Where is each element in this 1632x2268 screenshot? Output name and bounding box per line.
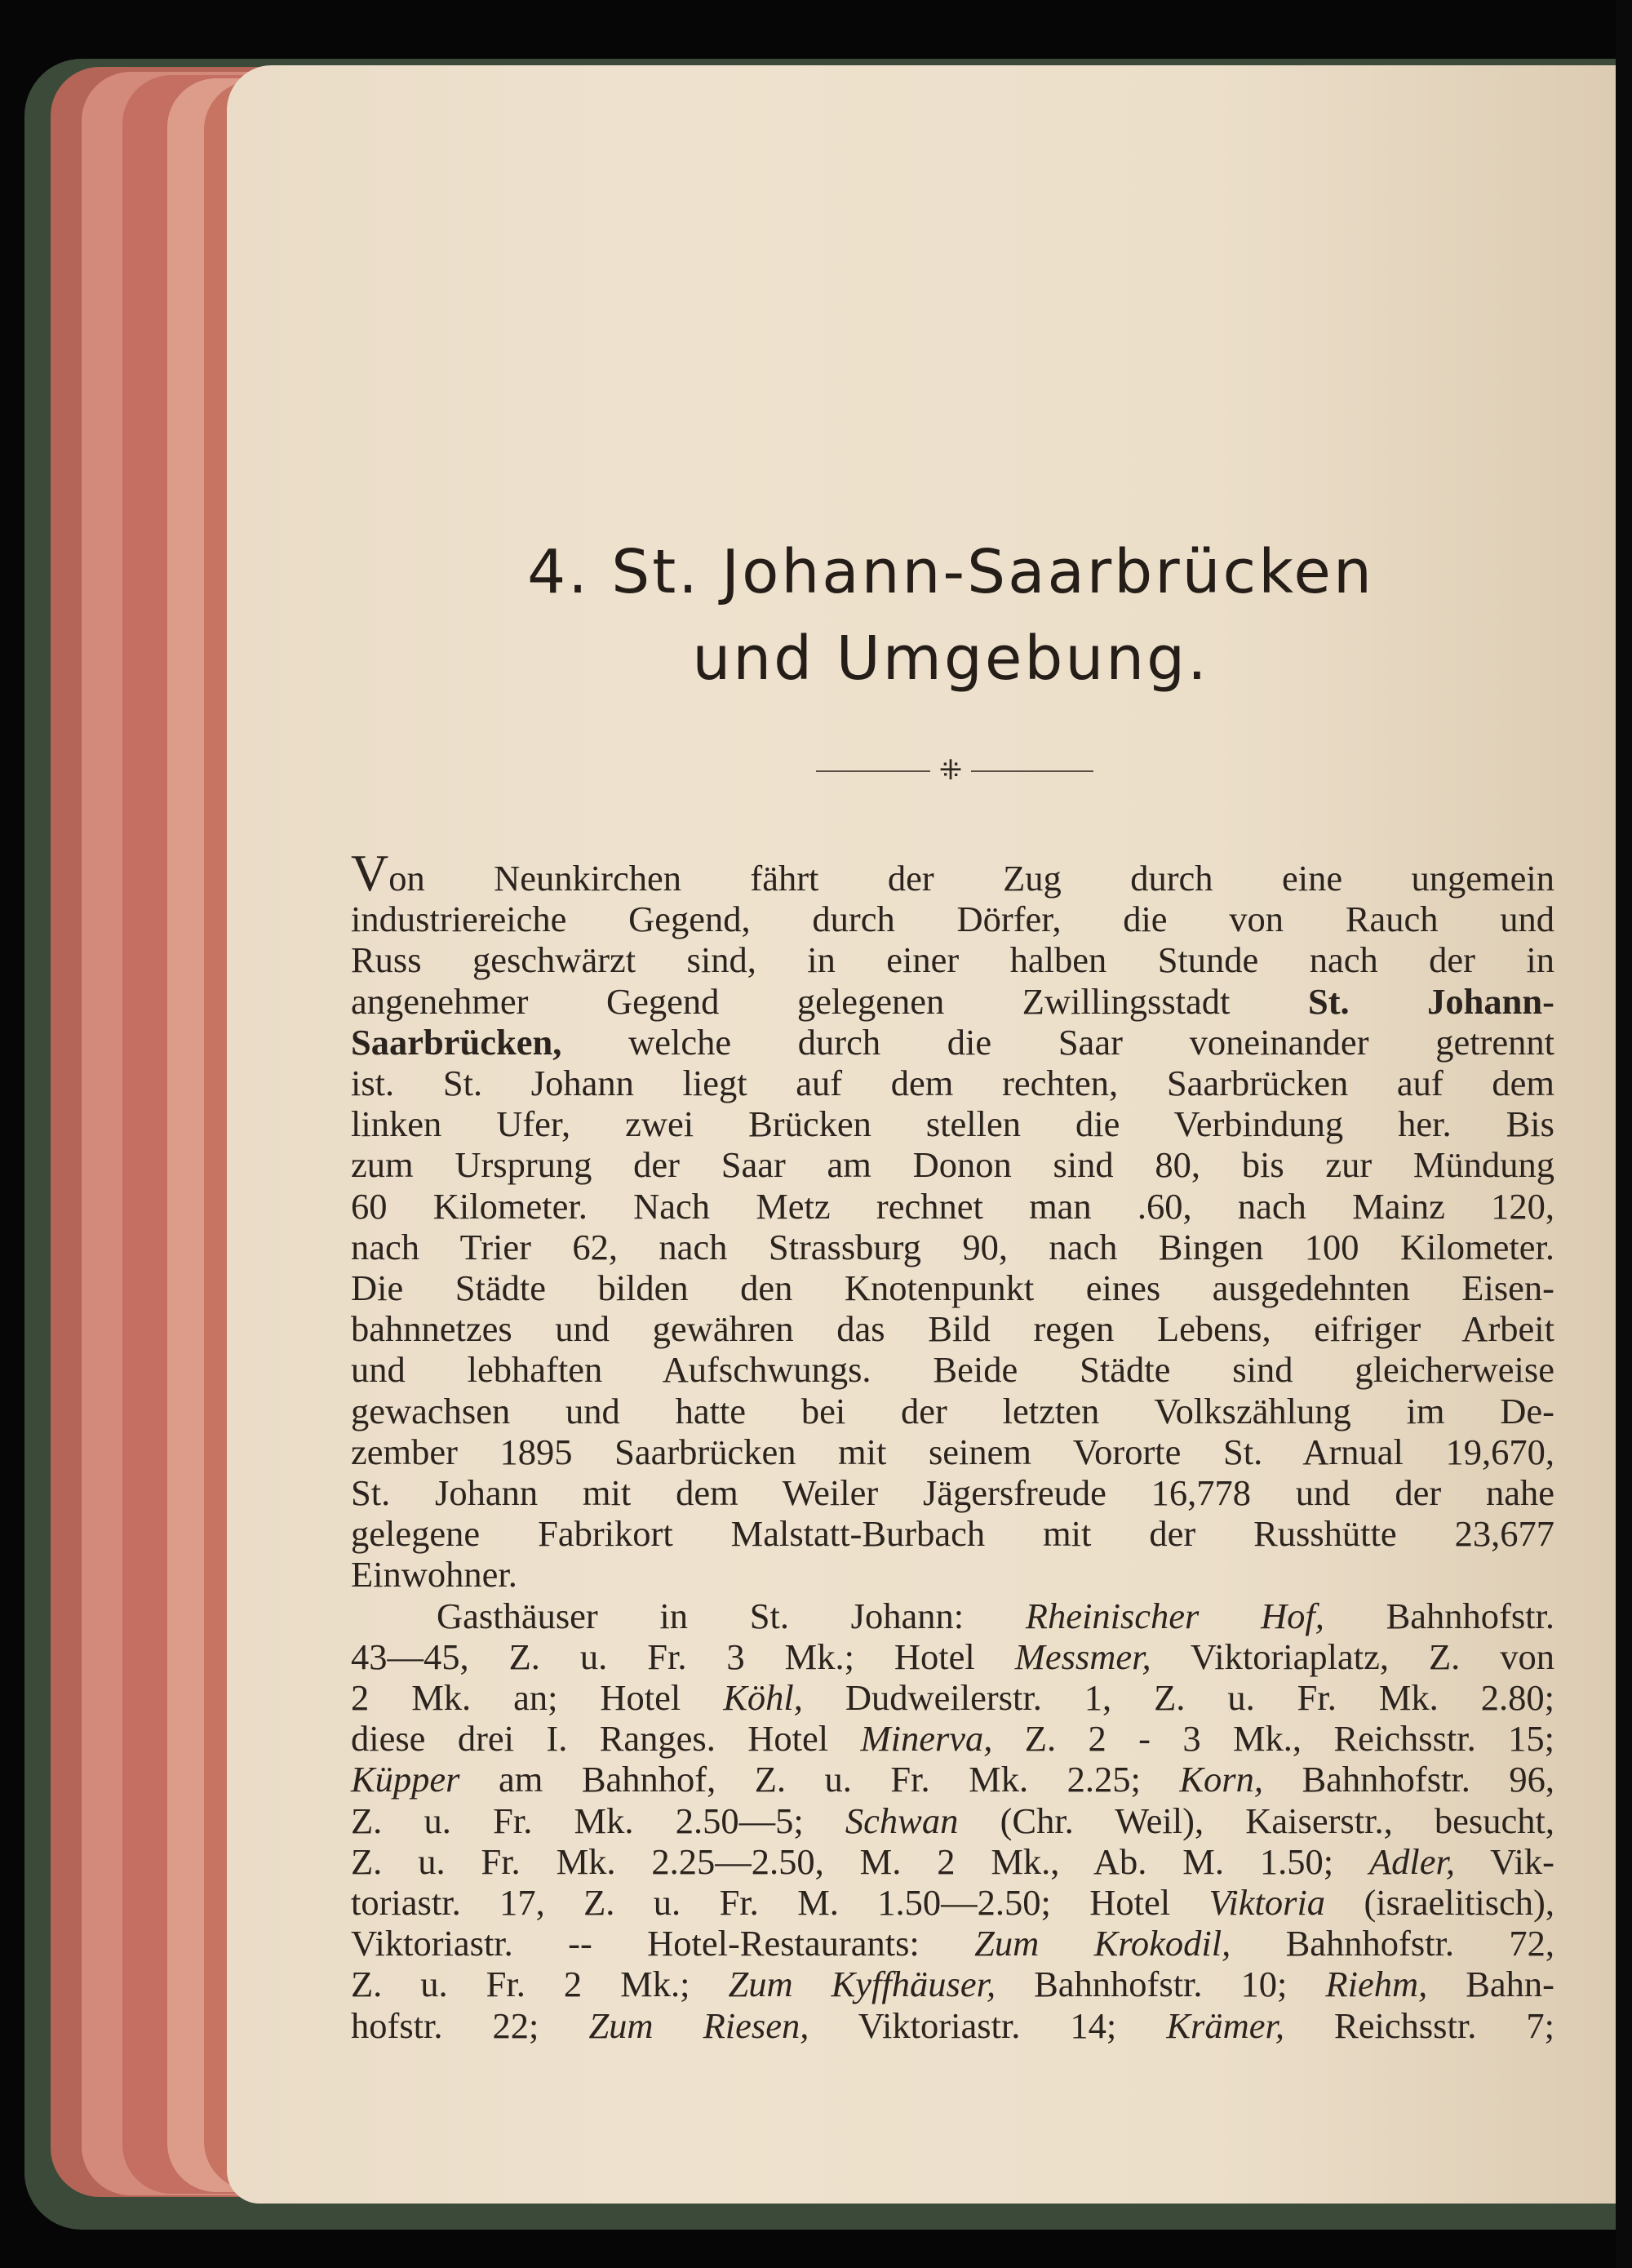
text-line: Einwohner.	[351, 1554, 517, 1596]
text-line: zum Ursprung der Saar am Donon sind 80, bis zur Mündung	[351, 1144, 1554, 1186]
spine-shadow	[1616, 0, 1632, 2268]
text-line: St. Johann mit dem Weiler Jägersfreude 16,778 und der nahe	[351, 1472, 1554, 1514]
hotel-name: Riehm,	[1325, 1964, 1428, 2005]
text-line: Z. u. Fr. Mk. 2.25—2.50, M. 2 Mk., Ab. M. 1.50; Adler, Vik-	[351, 1840, 1554, 1882]
chapter-title-line-2: und Umgebung.	[692, 624, 1209, 694]
chapter-title-line-1: 4. St. Johann-Saarbrücken	[527, 537, 1374, 607]
hotel-name: Zum Kyffhäuser,	[728, 1964, 996, 2005]
text-line: gelegene Fabrikort Malstatt-Burbach mit der Russhütte 23,677	[351, 1513, 1554, 1555]
hotel-name: Schwan	[845, 1800, 959, 1841]
body-text	[351, 844, 1555, 2046]
hotel-name: Viktoria	[1208, 1882, 1326, 1924]
text-line: Die Städte bilden den Knotenpunkt eines ausgedehnten Eisen-	[351, 1267, 1554, 1309]
text-line: Saarbrücken, welche durch die Saar voneinander getrennt	[351, 1021, 1554, 1063]
text-line: toriastr. 17, Z. u. Fr. M. 1.50—2.50; Hotel Viktoria (israelitisch),	[351, 1882, 1554, 1924]
text-line: 43—45, Z. u. Fr. 3 Mk.; Hotel Messmer, Viktoriaplatz, Z. von	[351, 1636, 1554, 1677]
hotel-name: Köhl,	[723, 1677, 803, 1719]
text-line: und lebhaften Aufschwungs. Beide Städte sind gleicherweise	[351, 1349, 1554, 1391]
text-line: industriereiche Gegend, durch Dörfer, die von Rauch und	[351, 899, 1554, 940]
text-line: 2 Mk. an; Hotel Köhl, Dudweilerstr. 1, Z. u. Fr. Mk. 2.80;	[351, 1677, 1554, 1719]
section-ornament	[816, 754, 1093, 787]
text-line: Z. u. Fr. Mk. 2.50—5; Schwan (Chr. Weil), Kaiserstr., besucht,	[351, 1800, 1554, 1841]
hotel-name: Krämer,	[1166, 2004, 1284, 2046]
text-line: Gasthäuser in St. Johann: Rheinischer Hof, Bahnhofstr.	[437, 1595, 1555, 1636]
chapter-title	[359, 529, 1542, 702]
text-line: Viktoriastr. -- Hotel-Restaurants: Zum Krokodil, Bahnhofstr. 72,	[351, 1923, 1554, 1964]
hotel-name: Küpper	[351, 1759, 460, 1800]
place-name-bold: Saarbrücken,	[351, 1021, 562, 1063]
text-line: hofstr. 22; Zum Riesen, Viktoriastr. 14; Krämer, Reichsstr. 7;	[351, 2004, 1554, 2046]
hotel-name: Minerva,	[860, 1718, 993, 1760]
ornament-rule-right	[971, 770, 1093, 772]
text-line: diese drei I. Ranges. Hotel Minerva, Z. 2 - 3 Mk., Reichsstr. 15;	[351, 1718, 1554, 1760]
hotel-name: Rheinischer Hof,	[1025, 1595, 1324, 1636]
text-line: bahnnetzes und gewähren das Bild regen Lebens, eifriger Arbeit	[351, 1308, 1554, 1350]
text-line: Von Neunkirchen fährt der Zug durch eine ungemein	[351, 844, 1554, 902]
text-line: nach Trier 62, nach Strassburg 90, nach Bingen 100 Kilometer.	[351, 1226, 1554, 1267]
text-line: ist. St. Johann liegt auf dem rechten, Saarbrücken auf dem	[351, 1063, 1554, 1104]
text-line: angenehmer Gegend gelegenen Zwillingsstadt St. Johann-	[351, 980, 1554, 1022]
hotel-name: Korn,	[1179, 1759, 1263, 1800]
text-line: zember 1895 Saarbrücken mit seinem Vororte St. Arnual 19,670,	[351, 1431, 1554, 1472]
text-line: gewachsen und hatte bei der letzten Volkszählung im De-	[351, 1390, 1554, 1431]
text-line: linken Ufer, zwei Brücken stellen die Verbindung her. Bis	[351, 1103, 1554, 1145]
text-line: Küpper am Bahnhof, Z. u. Fr. Mk. 2.25; Korn, Bahnhofstr. 96,	[351, 1759, 1555, 1800]
hotel-name: Messmer,	[1014, 1636, 1151, 1677]
text-line: Z. u. Fr. 2 Mk.; Zum Kyffhäuser, Bahnhofstr. 10; Riehm, Bahn-	[351, 1964, 1554, 2005]
text-line: Russ geschwärzt sind, in einer halben Stunde nach der in	[351, 939, 1554, 981]
place-name-bold: St. Johann-	[1307, 980, 1554, 1022]
hotel-name: Zum Krokodil,	[974, 1923, 1231, 1964]
ornament-rule-left	[816, 770, 930, 772]
drop-cap: V	[351, 844, 389, 902]
text-line: 60 Kilometer. Nach Metz rechnet man .60, nach Mainz 120,	[351, 1185, 1554, 1227]
ornament-glyph: ⁜	[938, 754, 963, 787]
hotel-name: Zum Riesen,	[588, 2004, 809, 2046]
hotel-name: Adler,	[1368, 1840, 1456, 1882]
